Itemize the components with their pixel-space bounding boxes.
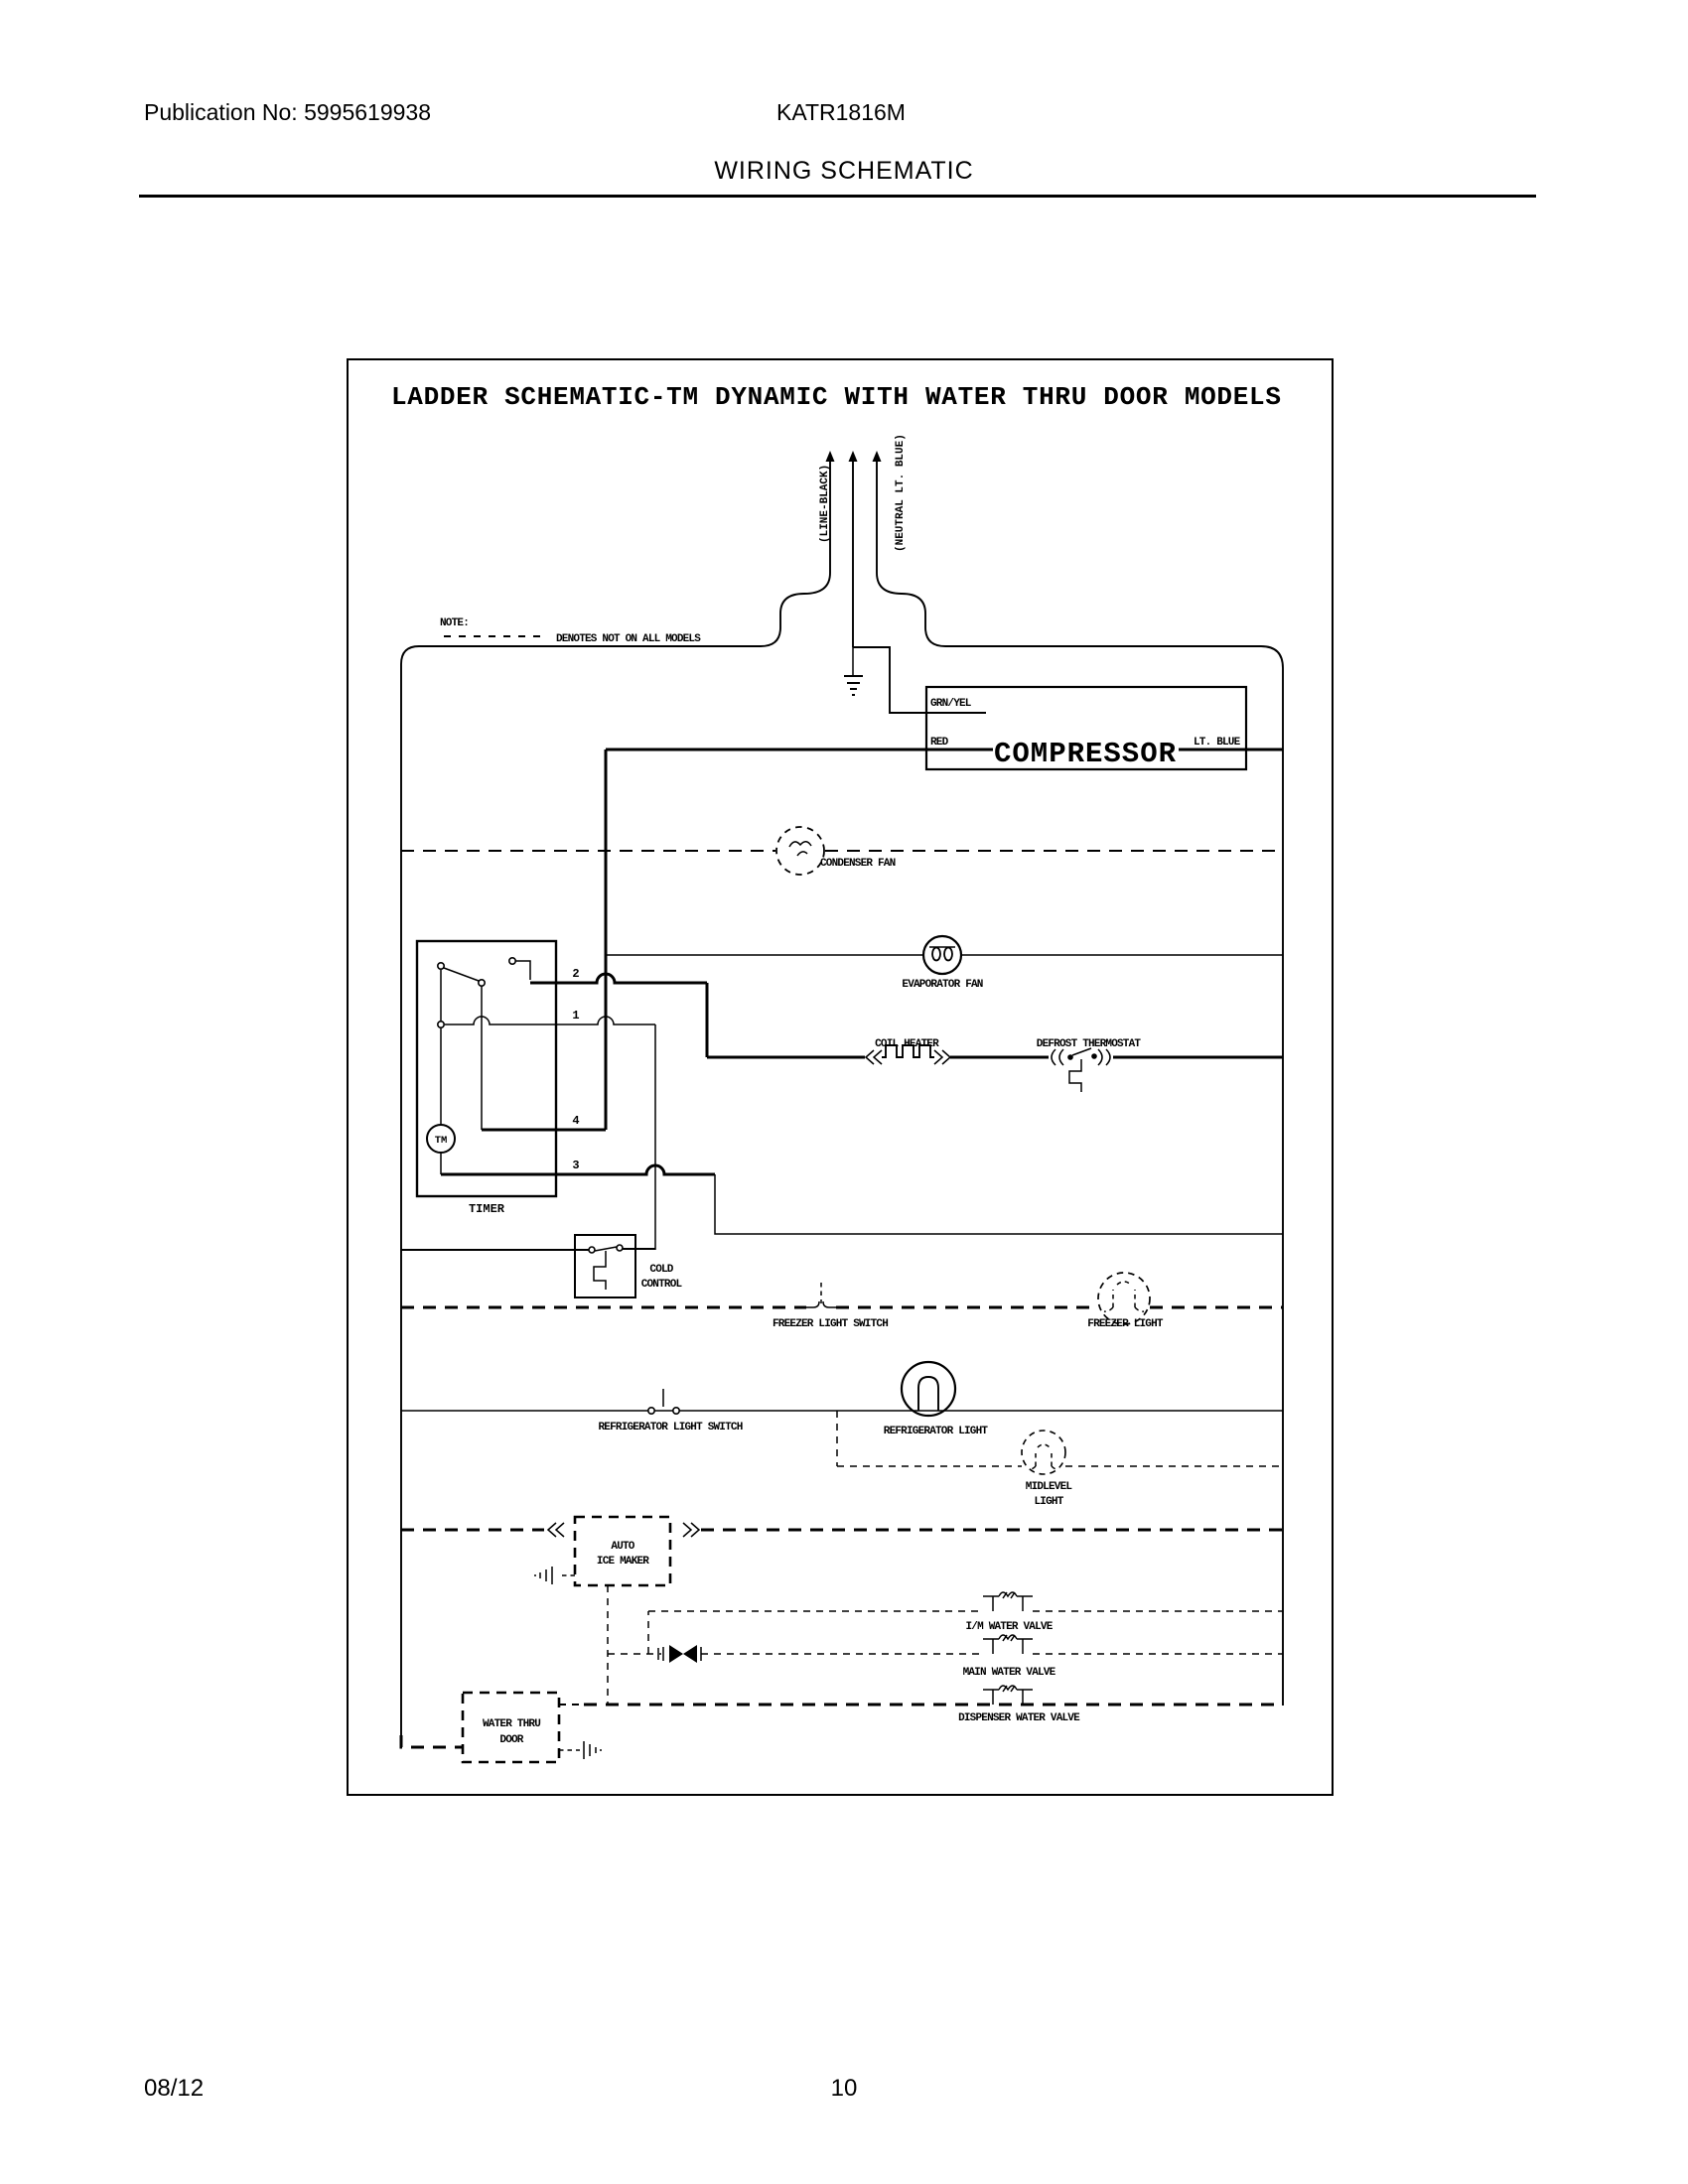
revision-date: 08/12 (144, 2075, 205, 2102)
harness-connector-icon (658, 1645, 701, 1663)
supply-lines (401, 434, 1283, 1737)
timer-motor-return-wire (715, 1174, 1283, 1234)
ice-maker-ground-icon (535, 1567, 575, 1584)
auto-ice-maker-label-1: AUTO (611, 1541, 634, 1553)
condenser-fan (401, 827, 1283, 875)
cold-control-label-1: COLD (649, 1264, 673, 1276)
schematic-title: LADDER SCHEMATIC-TM DYNAMIC WITH WATER THRU DOOR MODELS (391, 382, 1282, 412)
timer-label: TIMER (468, 1202, 505, 1216)
defrost-thermostat-label: DEFROST THERMOSTAT (1036, 1038, 1141, 1050)
refrigerator-light-switch-label: REFRIGERATOR LIGHT SWITCH (598, 1422, 743, 1433)
freezer-light-label: FREEZER LIGHT (1087, 1318, 1163, 1330)
compressor (606, 687, 1283, 770)
evaporator-fan (606, 936, 1283, 991)
refrigerator-light (902, 1362, 955, 1416)
neutral-arrow-icon (873, 451, 882, 462)
freezer-light-rung (401, 1273, 1283, 1330)
water-thru-door-label-1: WATER THRU (482, 1718, 541, 1730)
water-thru-door-label-2: DOOR (499, 1734, 523, 1746)
neutral-label: (NEUTRAL LT. BLUE) (895, 434, 907, 552)
timer-terminal-1: 1 (572, 1009, 580, 1023)
midlevel-light-label-2: LIGHT (1034, 1496, 1063, 1508)
note (440, 617, 701, 645)
timer (417, 941, 715, 1216)
water-thru-door-ground-icon (559, 1741, 601, 1759)
compressor-red-label: RED (930, 737, 948, 749)
timer-terminal-2: 2 (572, 967, 580, 981)
midlevel-light-label-1: MIDLEVEL (1025, 1481, 1072, 1493)
main-water-valve-coil-icon (983, 1635, 1033, 1654)
evaporator-fan-motor-icon (923, 936, 961, 974)
freezer-light-switch-label: FREEZER LIGHT SWITCH (772, 1318, 889, 1330)
freezer-light (1098, 1273, 1150, 1324)
condenser-fan-motor-icon (776, 827, 824, 875)
freezer-light-switch (806, 1283, 836, 1307)
ground-icon (844, 647, 863, 695)
compressor-grnyel-label: GRN/YEL (930, 698, 971, 710)
timer-terminal-4: 4 (572, 1114, 580, 1128)
ground-arrow-icon (849, 451, 858, 462)
coil-heater-label: COIL HEATER (875, 1038, 938, 1050)
condenser-fan-label: CONDENSER FAN (820, 858, 896, 870)
line-arrow-icon (826, 451, 835, 462)
note-text: DENOTES NOT ON ALL MODELS (556, 633, 701, 645)
schematic-border (348, 359, 1333, 1795)
water-valve-rungs (584, 1592, 1283, 1724)
defrost-thermostat (1037, 1038, 1142, 1092)
line-label: (LINE-BLACK) (819, 464, 831, 543)
refrigerator-light-label: REFRIGERATOR LIGHT (883, 1426, 988, 1437)
dispenser-water-valve-label: DISPENSER WATER VALVE (958, 1712, 1079, 1724)
main-water-valve-label: MAIN WATER VALVE (962, 1667, 1055, 1679)
evaporator-fan-label: EVAPORATOR FAN (902, 979, 983, 991)
publication-number: Publication No: 5995619938 (144, 99, 432, 125)
auto-ice-maker-label-2: ICE MAKER (596, 1556, 649, 1568)
note-label: NOTE: (440, 617, 470, 629)
cold-control (401, 1024, 683, 1297)
model-number: KATR1816M (776, 99, 906, 125)
defrost-rung (707, 983, 1283, 1092)
midlevel-light (1022, 1431, 1065, 1474)
refrigerator-light-rung (401, 1362, 1283, 1437)
coil-heater (866, 1038, 950, 1064)
im-water-valve-coil-icon (983, 1592, 1033, 1611)
dispenser-water-valve-coil-icon (983, 1686, 1033, 1705)
page-title: WIRING SCHEMATIC (714, 157, 974, 185)
timer-terminal-3: 3 (572, 1159, 580, 1172)
compressor-name: COMPRESSOR (993, 738, 1178, 770)
im-water-valve-label: I/M WATER VALVE (965, 1621, 1053, 1633)
cold-control-label-2: CONTROL (640, 1279, 682, 1291)
water-thru-door (401, 1693, 601, 1762)
compressor-ltblue-label: LT. BLUE (1194, 737, 1240, 749)
page-number: 10 (830, 2075, 858, 2102)
timer-motor-label: TM (434, 1135, 448, 1147)
